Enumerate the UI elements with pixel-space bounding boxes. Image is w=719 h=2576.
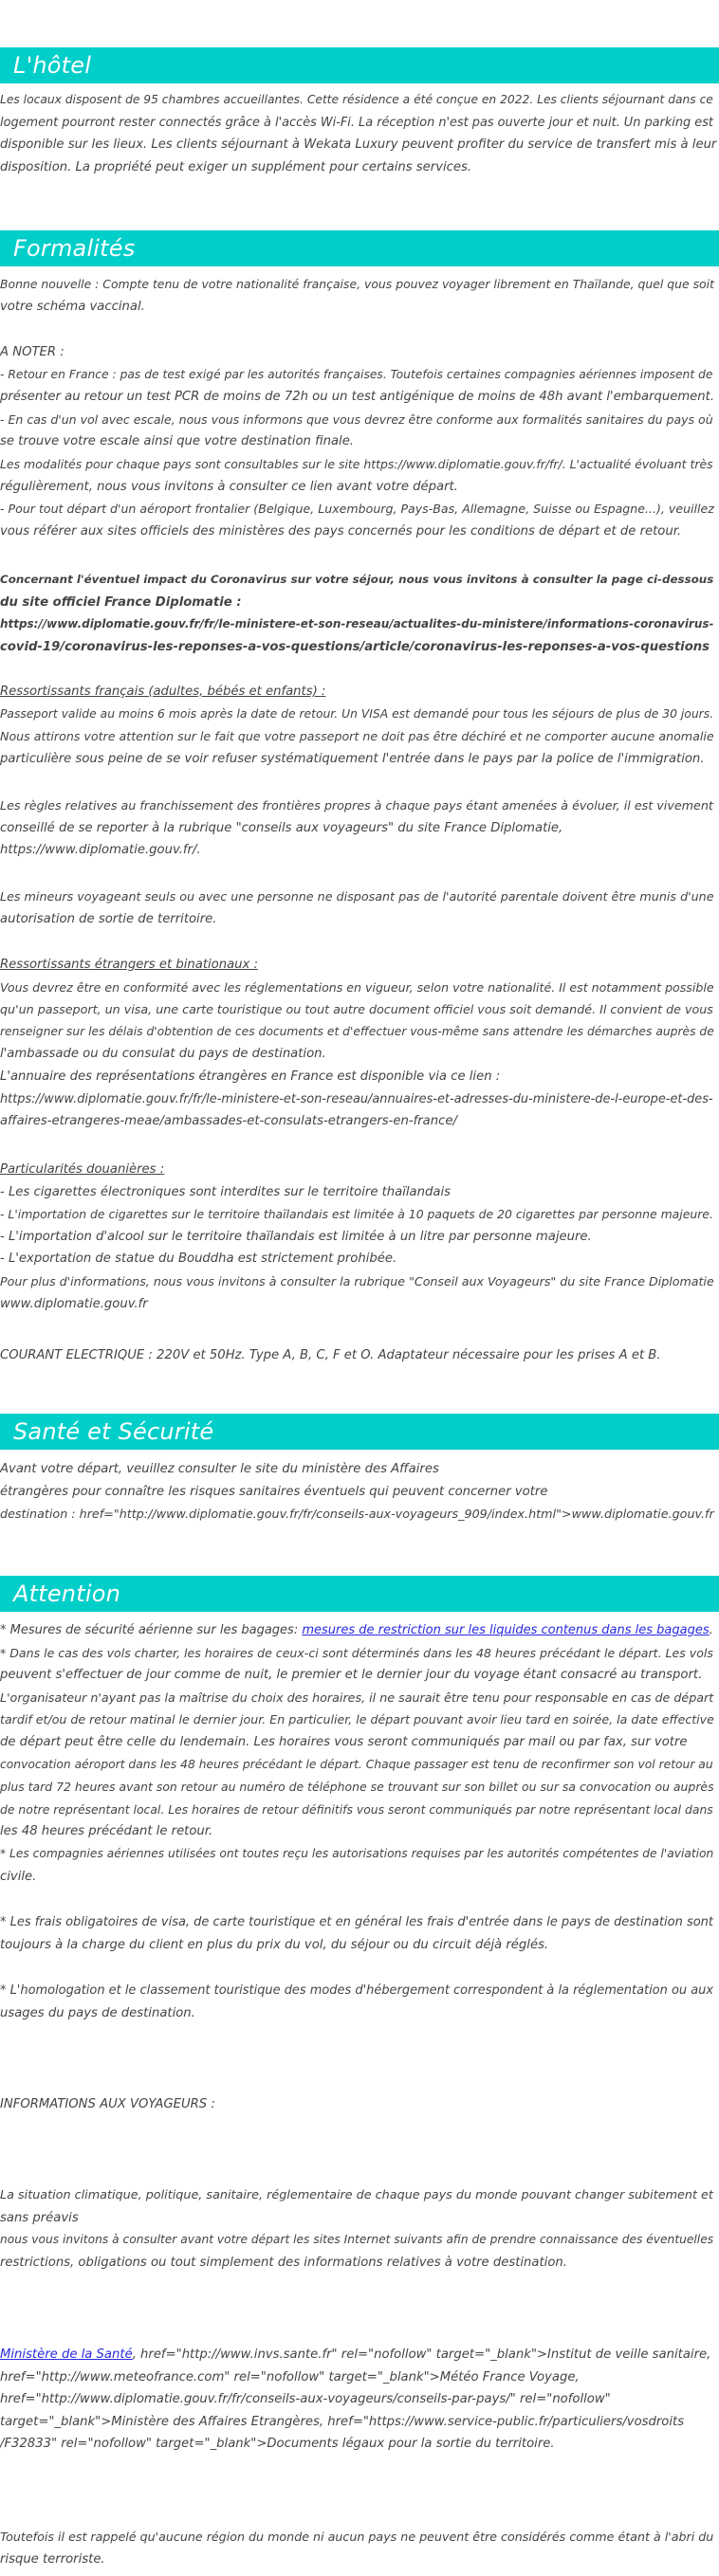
text-line: renseigner sur les délais d'obtention de ces documents et d'effectuer vous-même sans attendre les démarches auprès de bbox=[0, 1024, 714, 1038]
text-line: COURANT ELECTRIQUE : 220V et 50Hz. Type A, B, C, F et O. Adaptateur nécessaire pour les prises A et B. bbox=[0, 1348, 661, 1362]
text-line: disponible sur les lieux. Les clients séjournant à Wekata Luxury peuvent profiter du service de transfert mis à leur bbox=[0, 137, 717, 153]
text-line: * L'homologation et le classement touristique des modes d'hébergement correspondent à la réglementation ou aux bbox=[0, 1983, 714, 1998]
sante-ministry-link[interactable]: Ministère de la Santé bbox=[0, 2348, 133, 2362]
text-line: Les mineurs voyageant seuls ou avec une personne ne disposant pas de l'autorité parentale doivent être munis d'une bbox=[0, 889, 714, 904]
text-line: https://www.diplomatie.gouv.fr/fr/le-ministere-et-son-reseau/annuaires-et-adresses-du-ministere-de-l-europe-et-des- bbox=[0, 1091, 713, 1106]
section-title-hotel: L'hôtel bbox=[0, 47, 719, 83]
text-line: vous référer aux sites officiels des ministères des pays concernés pour les conditions de départ et de retour. bbox=[0, 523, 682, 539]
sites-first-line bbox=[0, 2344, 717, 2366]
sante-description bbox=[0, 1458, 717, 1526]
text-line: les 48 heures précédant le retour. bbox=[0, 1824, 213, 1839]
terror-notice bbox=[0, 2526, 717, 2570]
text-line: particulière sous peine de se voir refuser systématiquement l'entrée dans le pays par la police de l'immigration. bbox=[0, 751, 705, 766]
french-nationals bbox=[0, 681, 717, 770]
text-line: sans préavis bbox=[0, 2210, 79, 2225]
security-suffix: . bbox=[709, 1623, 713, 1637]
text-line: autorisation de sortie de territoire. bbox=[0, 911, 217, 926]
text-line: - L'importation de cigarettes sur le territoire thaïlandais est limitée à 10 paquets de 20 cigarettes par personne majeure. bbox=[0, 1207, 713, 1222]
text-line: Les modalités pour chaque pays sont consultables sur le site https://www.diplomatie.gouv.fr/fr/. L'actualité évoluant très bbox=[0, 456, 713, 471]
text-line: - Pour tout départ d'un aéroport frontalier (Belgique, Luxembourg, Pays-Bas, Allemagne, Suisse ou Espagne...), veuillez bbox=[0, 502, 714, 517]
text-line: href="http://www.meteofrance.com" rel="nofollow" target="_blank">Météo France Voyage, bbox=[0, 2369, 580, 2384]
text-line: L'annuaire des représentations étrangères en France est disponible via ce lien : bbox=[0, 1069, 501, 1084]
minors-notice bbox=[0, 886, 717, 930]
text-line: votre schéma vaccinal. bbox=[0, 299, 145, 314]
text-line: se trouve votre escale ainsi que votre destination finale. bbox=[0, 434, 355, 449]
climate-notice bbox=[0, 2184, 717, 2274]
text-line: - En cas d'un vol avec escale, nous vous informons que vous devrez être conforme aux formalités sanitaires du pays où bbox=[0, 411, 713, 427]
text-line: étrangères pour connaître les risques sanitaires éventuels qui peuvent concerner votre bbox=[0, 1484, 548, 1499]
useful-sites bbox=[0, 2344, 717, 2456]
text-line: - L'exportation de statue du Bouddha est strictement prohibée. bbox=[0, 1251, 397, 1267]
text-line: www.diplomatie.gouv.fr bbox=[0, 1296, 148, 1311]
border-rules bbox=[0, 795, 717, 862]
text-line: Les règles relatives au franchissement des frontières propres à chaque pays étant amenées à évoluer, il est vivement bbox=[0, 798, 713, 813]
customs bbox=[0, 1159, 717, 1315]
text-line: https://www.diplomatie.gouv.fr/. bbox=[0, 843, 201, 858]
foreign-nationals bbox=[0, 954, 717, 1133]
note-title: A NOTER : bbox=[0, 345, 65, 359]
homologation bbox=[0, 1980, 717, 2024]
text-line: destination : href="http://www.diplomatie.gouv.fr/fr/conseils-aux-voyageurs_909/index.html">www.diplomatie.gouv.fr bbox=[0, 1507, 714, 1522]
hotel-description bbox=[0, 89, 717, 178]
text-line: Toutefois il est rappelé qu'aucune région du monde ni aucun pays ne peuvent être considérés comme étant à l'abri du bbox=[0, 2530, 714, 2544]
section-title-sante: Santé et Sécurité bbox=[0, 1414, 719, 1450]
text-line: tardif et/ou de retour matinal le dernier jour. En particulier, le départ pouvant avoir lieu tard en soirée, la date effective bbox=[0, 1712, 714, 1727]
text-line: L'organisateur n'ayant pas la maîtrise du choix des horaires, il ne saurait être tenu pour responsable en cas de départ bbox=[0, 1690, 714, 1705]
text-line: usages du pays de destination. bbox=[0, 2005, 195, 2020]
text-line: l'ambassade ou du consulat du pays de destination. bbox=[0, 1047, 326, 1062]
text-line: peuvent s'effectuer de jour comme de nuit, le premier et le dernier jour du voyage étant consacré au transport. bbox=[0, 1668, 703, 1683]
text-line: - Les cigarettes électroniques sont interdites sur le territoire thaïlandais bbox=[0, 1184, 451, 1199]
covid-url[interactable]: https://www.diplomatie.gouv.fr/fr/le-ministere-et-son-reseau/actualites-du-ministere/informations-coronavirus- bbox=[0, 617, 714, 631]
text-line: target="_blank">Ministère des Affaires Etrangères, href="https://www.service-public.fr/particuliers/vosdroits bbox=[0, 2414, 685, 2429]
text-line: risque terroriste. bbox=[0, 2551, 105, 2567]
text-line: La situation climatique, politique, sanitaire, réglementaire de chaque pays du monde pouvant changer subitement et bbox=[0, 2188, 713, 2202]
info-voyageurs bbox=[0, 2093, 717, 2116]
text-line: * Les frais obligatoires de visa, de carte touristique et en général les frais d'entrée dans le pays de destination sont bbox=[0, 1915, 713, 1929]
subsection-title: Ressortissants étrangers et binationaux : bbox=[0, 958, 258, 972]
text-line: Passeport valide au moins 6 mois après la date de retour. Un VISA est demandé pour tous les séjours de plus de 30 jours. bbox=[0, 706, 714, 721]
text-line: * Dans le cas des vols charter, les horaires de ceux-ci sont déterminés dans les 48 heures précédant le départ. Les vols bbox=[0, 1645, 713, 1660]
text-line: Bonne nouvelle : Compte tenu de votre nationalité française, vous pouvez voyager librement en Thaïlande, quel que soit bbox=[0, 277, 714, 291]
text-line: Concernant l'éventuel impact du Coronavirus sur votre séjour, nous vous invitons à consulter la page ci-dessous bbox=[0, 573, 714, 586]
text-line: href="http://www.diplomatie.gouv.fr/fr/conseils-aux-voyageurs/conseils-par-pays/" rel="nofollow" bbox=[0, 2392, 611, 2407]
text-line: Vous devrez être en conformité avec les réglementations en vigueur, selon votre nationalité. Il est notamment possible bbox=[0, 979, 714, 995]
section-title-attention: Attention bbox=[0, 1576, 719, 1612]
text-line: - L'importation d'alcool sur le territoire thaïlandais est limitée à un litre par personne majeure. bbox=[0, 1229, 592, 1244]
text-line: de départ peut être celle du lendemain. Les horaires vous seront communiqués par mail ou par fax, sur votre bbox=[0, 1734, 688, 1749]
text-line: régulièrement, nous vous invitons à consulter ce lien avant votre départ. bbox=[0, 479, 458, 494]
electric-info bbox=[0, 1344, 717, 1367]
subsection-title: Particularités douanières : bbox=[0, 1162, 165, 1177]
text-line: INFORMATIONS AUX VOYAGEURS : bbox=[0, 2097, 215, 2111]
text-line: logement pourront rester connectés grâce à l'accès Wi-Fi. La réception n'est pas ouverte jour et nuit. Un parking est bbox=[0, 115, 713, 130]
liquids-restriction-link[interactable]: mesures de restriction sur les liquides contenus dans les bagages bbox=[302, 1623, 710, 1637]
text-line: de notre représentant local. Les horaires de retour définitifs vous seront communiqués par notre représentant local dans bbox=[0, 1801, 713, 1817]
security-line bbox=[0, 1619, 717, 1642]
attention-notices bbox=[0, 1619, 717, 1888]
text-line: * Les compagnies aériennes utilisées ont toutes reçu les autorisations requises par les autorités compétentes de l'aviation bbox=[0, 1846, 714, 1860]
covid-notice bbox=[0, 569, 717, 658]
subsection-title: Ressortissants français (adultes, bébés et enfants) : bbox=[0, 685, 326, 699]
text-line: Nous attirons votre attention sur le fait que votre passeport ne doit pas être déchiré et ne comporter aucune anomalie bbox=[0, 729, 714, 744]
text-line: convocation aéroport dans les 48 heures précédant le départ. Chaque passager est tenu de reconfirmer son vol retour au bbox=[0, 1757, 713, 1771]
formalites-note bbox=[0, 341, 717, 542]
text-line: Avant votre départ, veuillez consulter le site du ministère des Affaires bbox=[0, 1462, 439, 1476]
security-prefix: * Mesures de sécurité aérienne sur les bagages: bbox=[0, 1623, 303, 1637]
text-line: affaires-etrangeres-meae/ambassades-et-consulats-etrangers-en-france/ bbox=[0, 1114, 457, 1129]
text-line: toujours à la charge du client en plus du prix du vol, du séjour ou du circuit déjà réglés. bbox=[0, 1937, 549, 1952]
text-line: plus tard 72 heures avant son retour au numéro de téléphone se trouvant sur son billet ou sur sa convocation ou auprès bbox=[0, 1780, 714, 1795]
text-line: conseillé de se reporter à la rubrique "conseils aux voyageurs" du site France Diplomatie, bbox=[0, 820, 563, 835]
text-line: civile. bbox=[0, 1869, 37, 1884]
text-line: nous vous invitons à consulter avant votre départ les sites Internet suivants afin de prendre connaissance des éventuelles bbox=[0, 2233, 714, 2247]
text-line: restrictions, obligations ou tout simplement des informations relatives à votre destination. bbox=[0, 2255, 567, 2270]
sites-first-rest: , href="http://www.invs.sante.fr" rel="nofollow" target="_blank">Institut de veille sanitaire, bbox=[132, 2348, 711, 2362]
text-line: présenter au retour un test PCR de moins de 72h ou un test antigénique de moins de 48h avant l'embarquement. bbox=[0, 390, 715, 405]
text-line: disposition. La propriété peut exiger un supplément pour certains services. bbox=[0, 159, 472, 174]
text-line: Pour plus d'informations, nous vous invitons à consulter la rubrique "Conseil aux Voyageurs" du site France Diplomatie bbox=[0, 1273, 714, 1288]
text-line: du site officiel France Diplomatie : bbox=[0, 594, 242, 610]
text-line: /F32833" rel="nofollow" target="_blank">Documents légaux pour la sortie du territoire. bbox=[0, 2437, 555, 2452]
covid-url[interactable]: covid-19/coronavirus-les-reponses-a-vos-questions/article/coronavirus-les-reponses-a-vos-questions bbox=[0, 639, 710, 654]
text-line: Les locaux disposent de 95 chambres accueillantes. Cette résidence a été conçue en 2022. Les clients séjournant dans ce bbox=[0, 93, 713, 106]
formalites-intro bbox=[0, 273, 717, 318]
visa-fees bbox=[0, 1911, 717, 1956]
text-line: - Retour en France : pas de test exigé par les autorités françaises. Toutefois certaines compagnies aériennes imposent de bbox=[0, 367, 713, 381]
text-line: qu'un passeport, un visa, une carte touristique ou tout autre document officiel vous soit demandé. Il convient de vous bbox=[0, 1002, 713, 1017]
section-title-formalites: Formalités bbox=[0, 230, 719, 266]
